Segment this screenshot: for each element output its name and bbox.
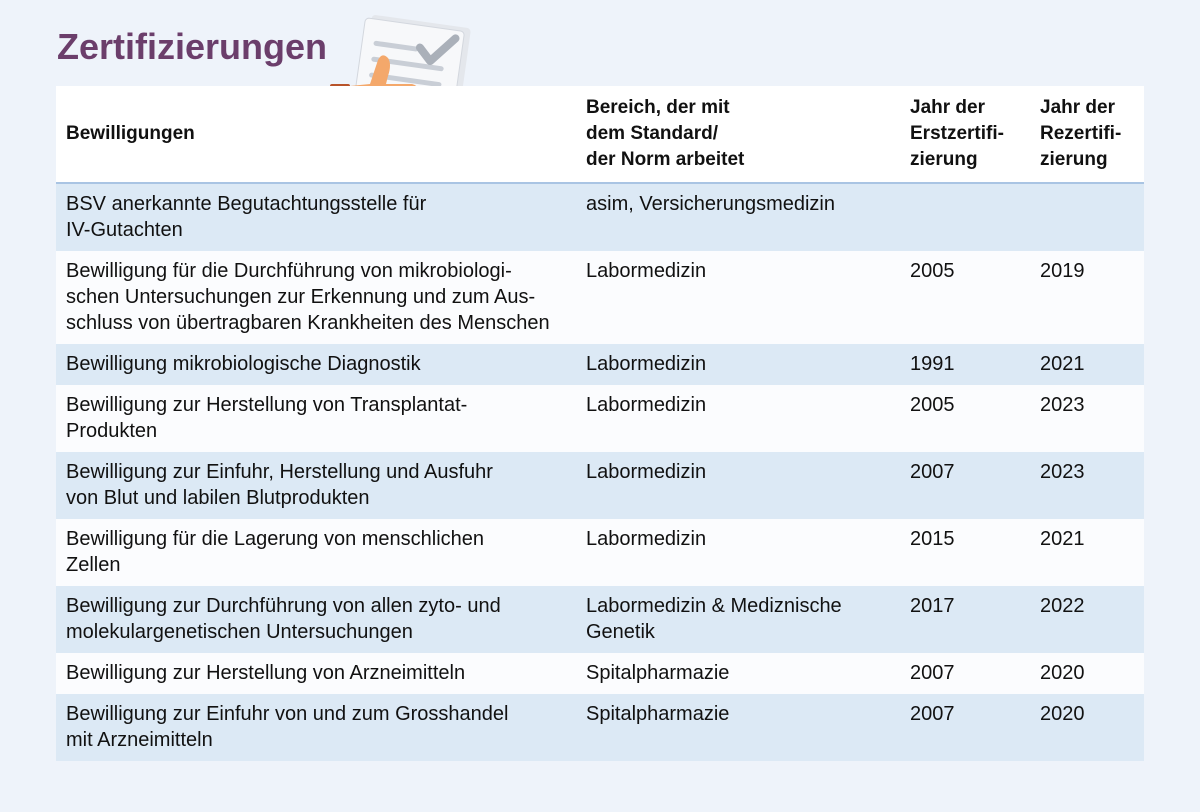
cell-bereich: Labormedizin — [586, 461, 707, 483]
cell-erst: 2005 — [910, 260, 955, 282]
cell-erst: 2015 — [910, 528, 955, 550]
cell-bewilligung: Bewilligung zur Herstellung von Arzneimitteln — [66, 662, 466, 684]
cell-rezert: 2020 — [1040, 662, 1085, 684]
table-header-row — [56, 86, 1144, 183]
cell-bewilligung: Bewilligung für die Durchführung von mikrobiologi- schen Untersuchungen zur Erkennung und zum Aus- schluss von übertragbaren Krankheiten des Menschen — [66, 260, 550, 334]
table-row — [56, 653, 1144, 694]
header-erstzertifizierung: Jahr der Erstzertifi- zierung — [900, 86, 1030, 183]
cell-bereich: asim, Versicherungsmedizin — [586, 193, 835, 215]
cell-bereich: Labormedizin — [586, 260, 707, 282]
cell-rezert: 2023 — [1040, 461, 1085, 483]
cell-erst: 2007 — [910, 703, 955, 725]
table-row — [56, 183, 1144, 251]
table-row — [56, 586, 1144, 653]
cell-bereich: Spitalpharmazie — [586, 662, 730, 684]
table-row — [56, 344, 1144, 385]
table-row — [56, 385, 1144, 452]
cell-bewilligung: Bewilligung zur Herstellung von Transplantat- Produkten — [66, 394, 468, 442]
cell-bereich: Spitalpharmazie — [586, 703, 730, 725]
cell-bereich: Labormedizin — [586, 528, 707, 550]
cell-bewilligung: Bewilligung zur Einfuhr von und zum Grosshandel mit Arzneimitteln — [66, 703, 509, 751]
certifications-table — [56, 86, 1144, 761]
table-row — [56, 452, 1144, 519]
table-row — [56, 519, 1144, 586]
cell-rezert: 2021 — [1040, 528, 1085, 550]
cell-rezert: 2019 — [1040, 260, 1085, 282]
cell-rezert: 2021 — [1040, 353, 1085, 375]
cell-bewilligung: Bewilligung zur Durchführung von allen zyto- und molekulargenetischen Untersuchungen — [66, 595, 501, 643]
page-title: Zertifizierungen — [57, 26, 328, 67]
cell-erst — [900, 183, 1030, 251]
cell-erst: 2007 — [910, 662, 955, 684]
cell-bewilligung: Bewilligung mikrobiologische Diagnostik — [66, 353, 421, 375]
cell-bewilligung: Bewilligung zur Einfuhr, Herstellung und Ausfuhr von Blut und labilen Blutprodukten — [66, 461, 493, 509]
header-bereich: Bereich, der mit dem Standard/ der Norm arbeitet — [576, 86, 900, 183]
cell-bereich: Labormedizin & Mediznische Genetik — [586, 595, 842, 643]
cell-bereich: Labormedizin — [586, 353, 707, 375]
cell-erst: 1991 — [910, 353, 955, 375]
header-bewilligungen: Bewilligungen — [56, 86, 576, 183]
cell-erst: 2007 — [910, 461, 955, 483]
cell-bereich: Labormedizin — [586, 394, 707, 416]
cell-erst: 2017 — [910, 595, 955, 617]
cell-rezert: 2023 — [1040, 394, 1085, 416]
cell-rezert: 2020 — [1040, 703, 1085, 725]
table-row — [56, 694, 1144, 761]
header-rezertifizierung: Jahr der Rezertifi- zierung — [1030, 86, 1144, 183]
cell-bewilligung: BSV anerkannte Begutachtungsstelle für IV-Gutachten — [66, 193, 427, 241]
cell-rezert: 2022 — [1040, 595, 1085, 617]
table-row — [56, 251, 1144, 344]
cell-bewilligung: Bewilligung für die Lagerung von menschlichen Zellen — [66, 528, 485, 576]
cell-erst: 2005 — [910, 394, 955, 416]
cell-rezert — [1030, 183, 1144, 251]
